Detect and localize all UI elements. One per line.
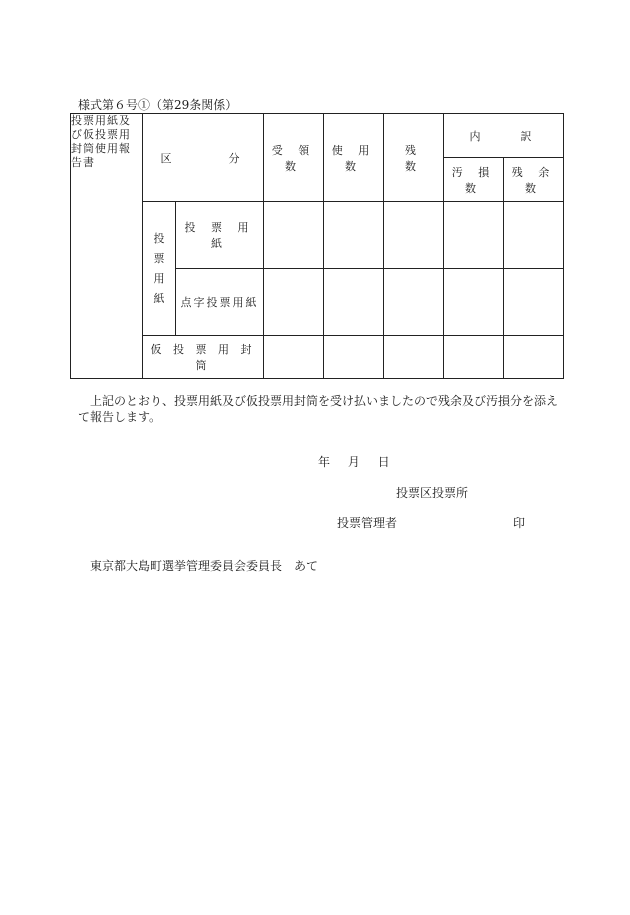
braille-used-cell (324, 269, 384, 336)
polling-station-label: 投票区投票所 (396, 486, 469, 500)
envelope-received-cell (264, 336, 324, 379)
form-number-label: 様式第６号①（第29条関係） (78, 98, 238, 112)
envelope-surplus-cell (504, 336, 564, 379)
envelope-used-cell (324, 336, 384, 379)
ballot-used-cell (324, 202, 384, 269)
envelope-damaged-cell (444, 336, 504, 379)
header-remaining: 残 数 (384, 114, 444, 202)
row-provisional-envelope-label: 仮 投 票 用 封 筒 (143, 336, 264, 379)
addressee-line: 東京都大島町選挙管理委員会委員長 あて (90, 559, 319, 573)
ballot-surplus-cell (504, 202, 564, 269)
report-title: 投票用紙及び仮投票用封筒使用報告書 (71, 114, 143, 379)
date-line: 年 月 日 (318, 455, 390, 469)
row-braille-ballot-label: 点字投票用紙 (176, 269, 264, 336)
header-category: 区 分 (143, 114, 264, 202)
ballot-group-label: 投票用紙 (143, 202, 176, 336)
header-used: 使 用 数 (324, 114, 384, 202)
header-surplus: 残 余 数 (504, 158, 564, 202)
braille-remaining-cell (384, 269, 444, 336)
report-statement: 上記のとおり、投票用紙及び仮投票用封筒を受け払いましたので残余及び汚損分を添えて報告します。 (78, 394, 559, 424)
header-breakdown: 内 訳 (444, 114, 564, 158)
braille-damaged-cell (444, 269, 504, 336)
header-received: 受 領 数 (264, 114, 324, 202)
seal-mark: 印 (513, 516, 526, 530)
ballot-received-cell (264, 202, 324, 269)
envelope-remaining-cell (384, 336, 444, 379)
polling-manager-label: 投票管理者 (337, 516, 398, 530)
ballot-remaining-cell (384, 202, 444, 269)
braille-surplus-cell (504, 269, 564, 336)
header-damaged: 汚 損 数 (444, 158, 504, 202)
braille-received-cell (264, 269, 324, 336)
row-ballot-paper-label: 投 票 用 紙 (176, 202, 264, 269)
report-table (70, 113, 564, 379)
ballot-damaged-cell (444, 202, 504, 269)
